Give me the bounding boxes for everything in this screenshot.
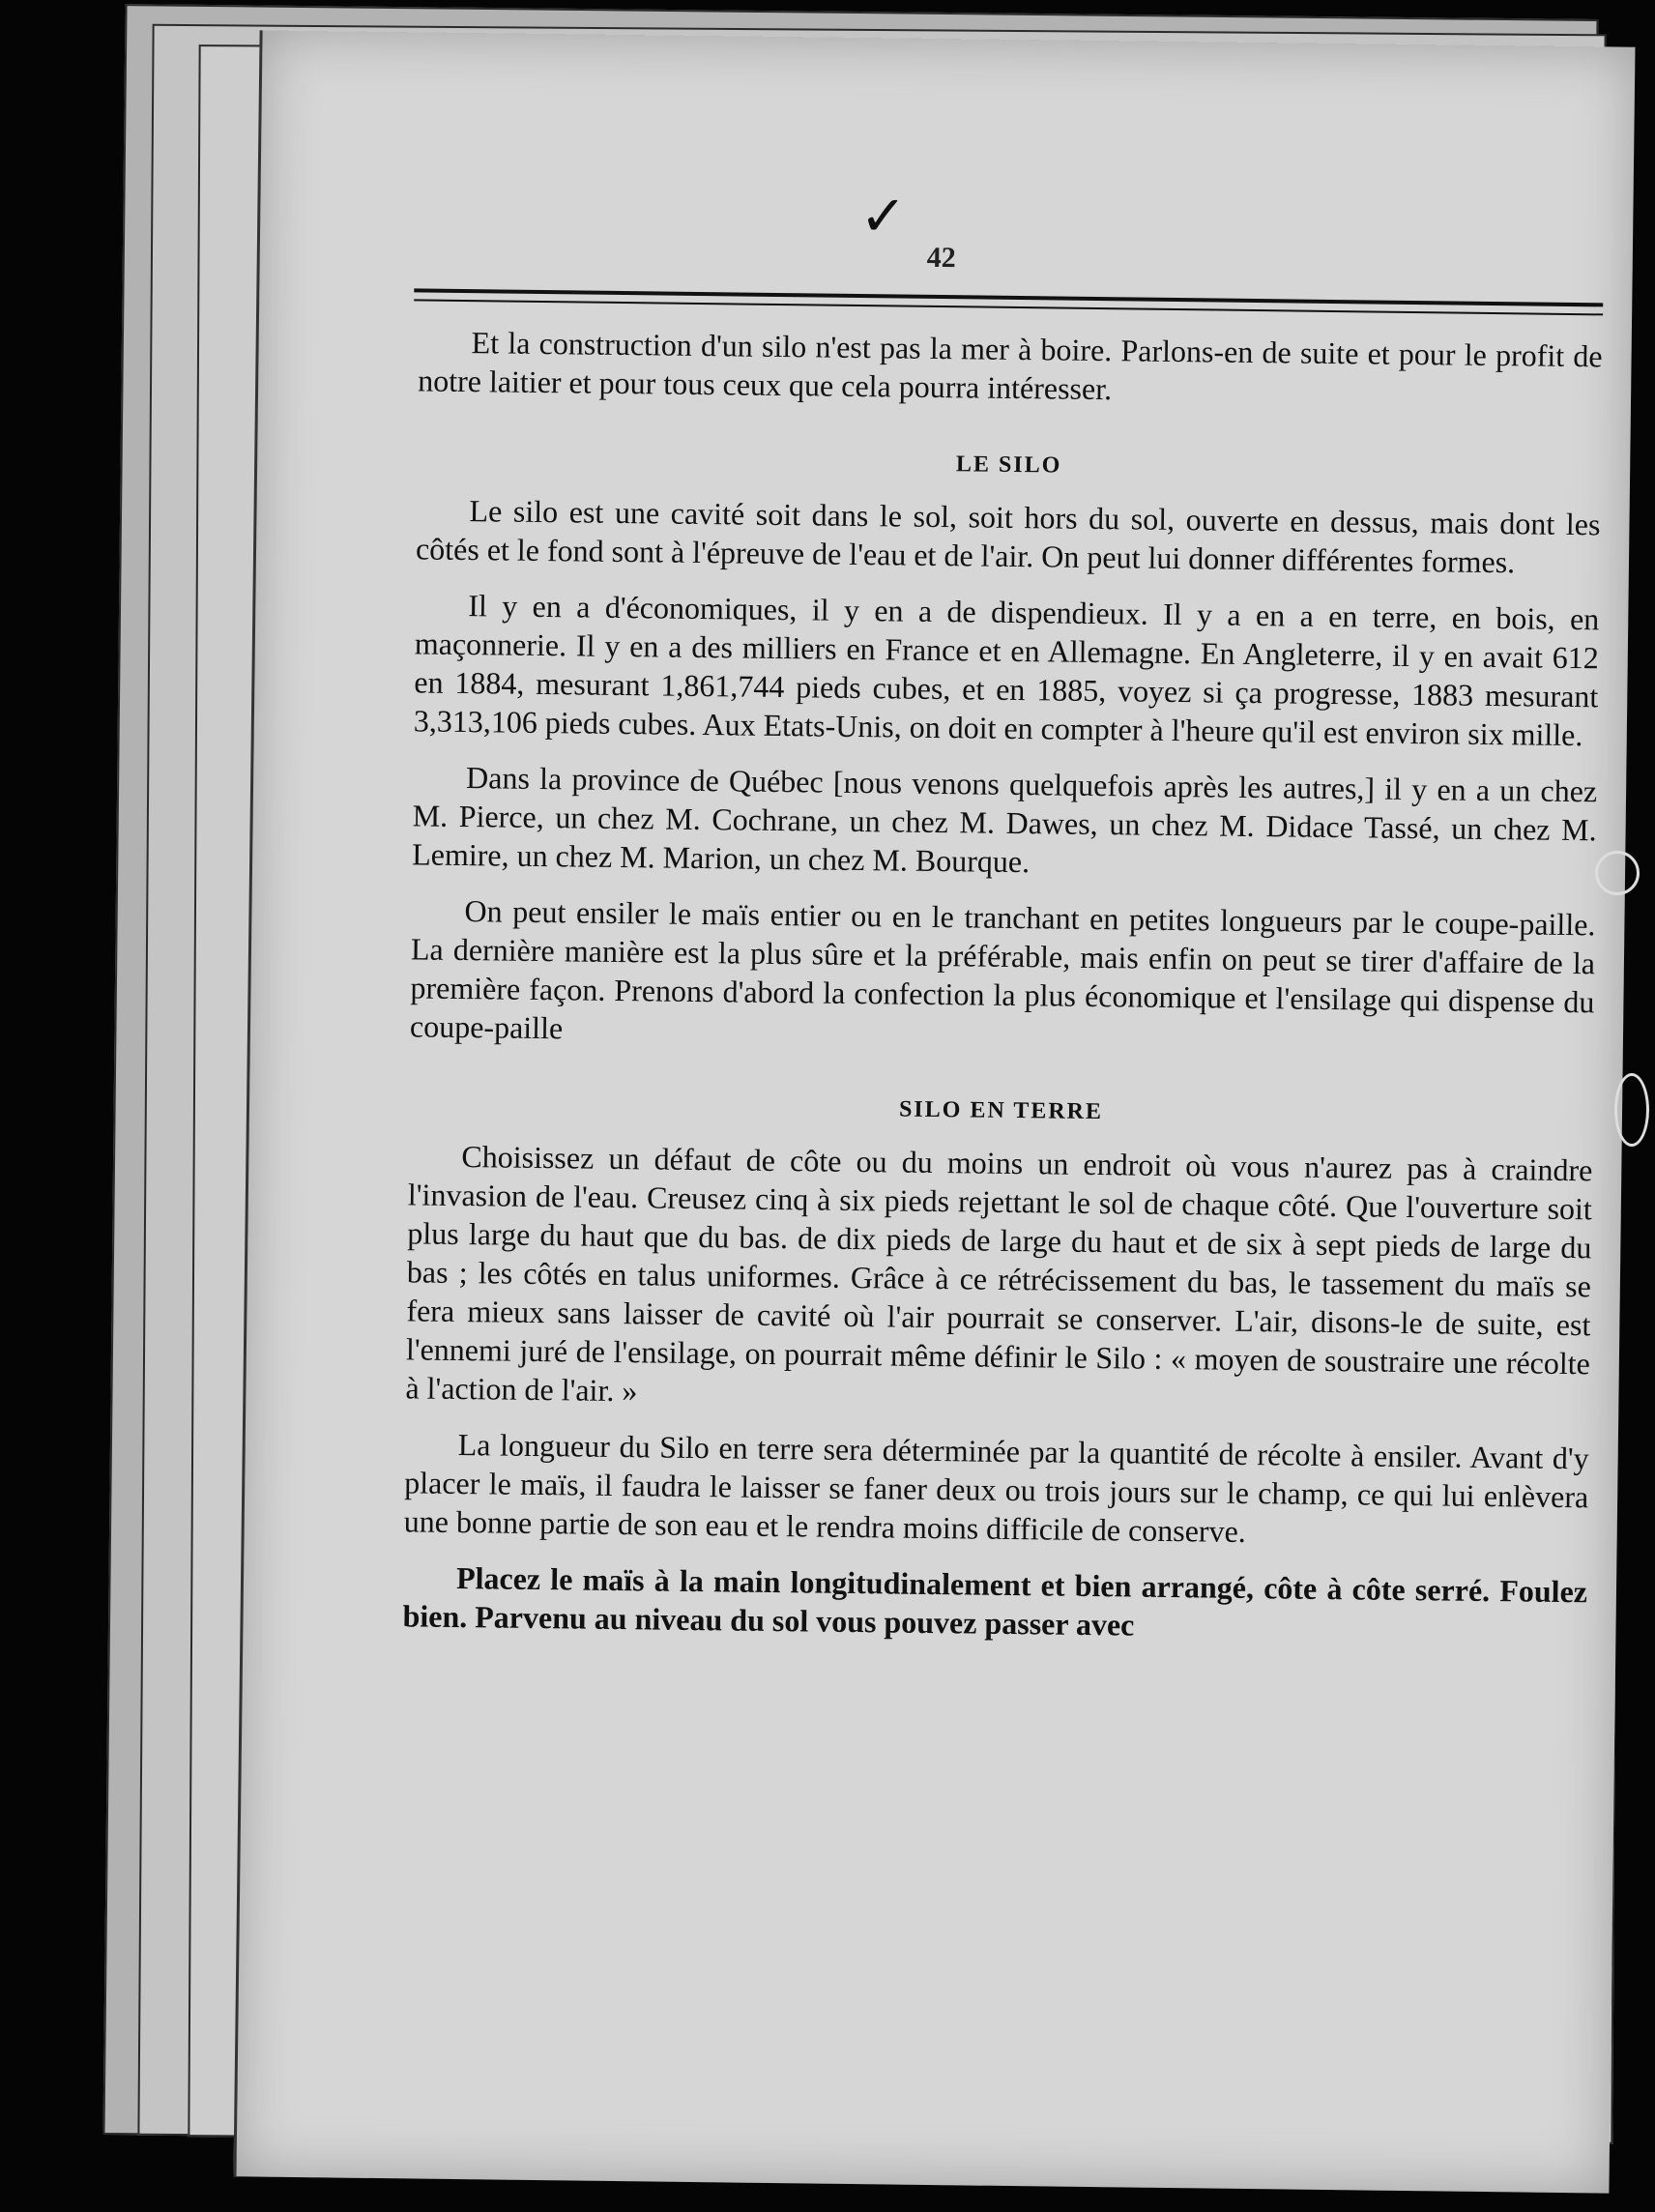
section-heading-le-silo: LE SILO [955, 451, 1062, 479]
document-page [233, 30, 1635, 2193]
page-number: 42 [926, 241, 956, 275]
paragraph-5: Choisissez un défaut de côte ou du moins un endroit où vous n'aurez pas à craindre l'invasion de l'eau. Creusez cinq à six pieds rejettant le sol de chaque côté. Que l'ouverture soit plus large du haut que du bas. de dix pieds de large du haut et de six à sept pieds de large du bas ; les côtés en talus uniformes. Grâce à ce rétrécissement du bas, le tassement du maïs se fera mieux sans laisser de cavité où l'air pourrait se conserver. L'air, disons-le de suite, est l'ennemi juré de l'ensilage, on pourrait même définir le Silo : « moyen de soustraire une récolte à l'action de l'air. » [405, 1139, 1593, 1409]
paragraph-7: Placez le maïs à la main longitudinalement et bien arrangé, côte à côte serré. Foulez bien. Parvenu au niveau du sol vous pouvez passer avec [402, 1559, 1588, 1643]
section-heading-silo-en-terre: SILO EN TERRE [898, 1096, 1104, 1125]
header-rule-thick [414, 288, 1603, 306]
binding-ring-icon [1595, 851, 1640, 895]
page-text [402, 322, 1603, 1667]
paragraph-intro: Et la construction d'un silo n'est pas la mer à boire. Parlons-en de suite et pour le profit de notre laitier et pour tous ceux que cela pourra intéresser. [417, 325, 1603, 407]
binding-ring-icon [1614, 1073, 1649, 1147]
paragraph-3: Dans la province de Québec [nous venons quelquefois après les autres,] il y en a un chez M. Pierce, un chez M. Cochrane, un chez M. Dawes, un chez M. Didace Tassé, un chez M. Lemire, un chez M. Marion, un chez M. Bourque. [411, 760, 1598, 880]
paragraph-6: La longueur du Silo en terre sera déterminée par la quantité de récolte à ensiler. Avant d'y placer le maïs, il faudra le laisser se faner deux ou trois jours sur le champ, ce qui lui enlèvera une bonne partie de son eau et le rendra moins difficile de conserve. [403, 1427, 1589, 1549]
paragraph-4: On peut ensiler le maïs entier ou en le tranchant en petites longueurs par le coupe-paille. La dernière manière est la plus sûre et la préférable, mais enfin on peut se tirer d'affaire de la première façon. Prenons d'abord la confection la plus économique et l'ensilage qui dispense du coupe-paille [409, 893, 1596, 1046]
pen-mark-icon: ✓ [858, 184, 908, 248]
paragraph-1: Le silo est une cavité soit dans le sol, soit hors du sol, ouverte en dessus, mais dont les côtés et le fond sont à l'épreuve de l'eau et de l'air. On peut lui donner différentes formes. [415, 493, 1601, 580]
paragraph-2: Il y en a d'économiques, il y en a de dispendieux. Il y a en a en terre, en bois, en maçonnerie. Il y en a des milliers en France et en Allemagne. En Angleterre, il y en avait 612 en 1884, mesurant 1,861,744 pieds cubes, et en 1885, voyez si ça progresse, 1883 mesurant 3,313,106 pieds cubes. Aux Etats-Unis, on doit en compter à l'heure qu'il est environ six mille. [413, 588, 1600, 753]
